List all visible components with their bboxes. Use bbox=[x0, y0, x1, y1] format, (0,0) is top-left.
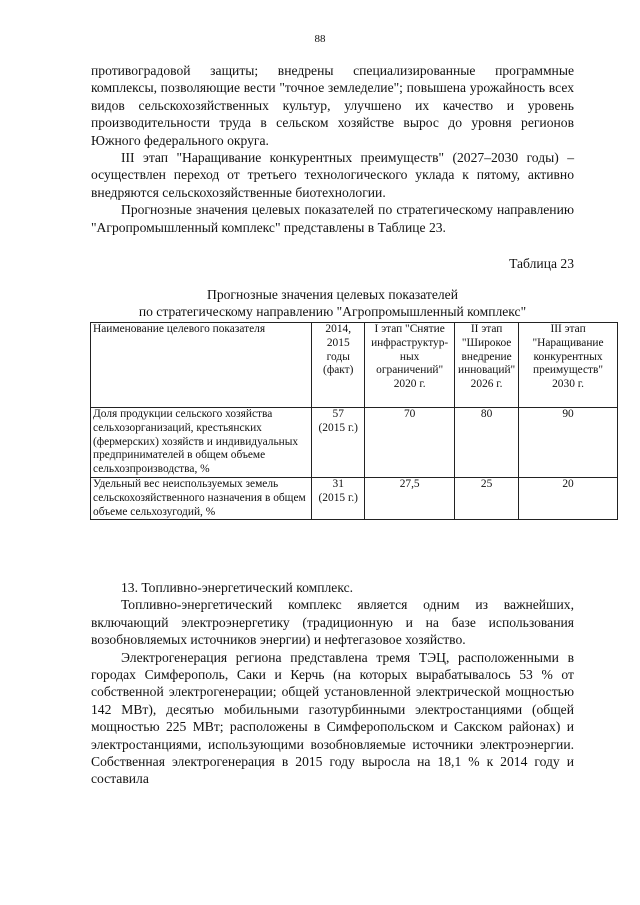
table-title-line: по стратегическому направлению "Агропромышленный комплекс" bbox=[138, 304, 527, 319]
paragraph: Прогнозные значения целевых показателей по стратегическому направлению "Агропромышленный комплекс" представлены в Таблице 23. bbox=[91, 202, 574, 235]
stage-1-value: 27,5 bbox=[365, 477, 455, 519]
indicator-name: Удельный вес неиспользуемых земель сельскохозяйственного назначения в общем объеме сельхозугодий, % bbox=[91, 477, 312, 519]
table-title bbox=[91, 286, 574, 320]
section-heading: 13. Топливно-энергетический комплекс. bbox=[121, 580, 354, 595]
table-row bbox=[91, 477, 618, 519]
stage-3-value: 20 bbox=[519, 477, 618, 519]
targets-table bbox=[90, 322, 618, 520]
table-label: Таблица 23 bbox=[509, 256, 574, 271]
indicator-name: Доля продукции сельского хозяйства сельхозорганизаций, крестьянских (фермерских) хозяйств и индивидуальных предпринимателей в общем объеме сельхозпроизводства, % bbox=[91, 408, 312, 478]
page-number: 88 bbox=[314, 33, 326, 45]
fact-year: (2015 г.) bbox=[318, 421, 358, 434]
fact-year: (2015 г.) bbox=[318, 491, 358, 504]
table-header-row bbox=[91, 323, 618, 408]
header-stage-1: I этап "Снятие инфраструктур-ных ограничений" 2020 г. bbox=[365, 323, 455, 408]
fact-value: 31 bbox=[332, 477, 344, 490]
header-stage-3: III этап "Наращивание конкурентных преимуществ" 2030 г. bbox=[519, 323, 618, 408]
energy-section-text bbox=[91, 579, 574, 788]
table-row bbox=[91, 408, 618, 478]
paragraph: Электрогенерация региона представлена тремя ТЭЦ, расположенными в городах Симферополь, Саки и Керчь (на которых вырабатывалось 53 % от собственной электрогенерации; общей установленной электрической мощностью 142 МВт), десятью мобильными газотурбинными электростанциями (общей мощностью 225 МВт; расположены в Симферопольском и Сакском районах) и электростанциями, использующими возобновляемые источники электроэнергии. Собственная электрогенерация в 2015 году выросла на 18,1 % к 2014 году и составила bbox=[91, 649, 574, 787]
paragraph: противоградовой защиты; внедрены специализированные программные комплексы, позволяющие вести "точное земледелие"; повышена урожайность всех видов сельскохозяйственных культур, улучшено их качество и уровень производительности труда в сельском хозяйстве вырос до уровня регионов Южного федерального округа. bbox=[91, 63, 574, 148]
stage-2-value: 25 bbox=[455, 477, 519, 519]
stage-3-value: 90 bbox=[519, 408, 618, 478]
fact-value: 57 bbox=[332, 408, 344, 420]
stage-2-value: 80 bbox=[455, 408, 519, 478]
intro-text bbox=[91, 62, 574, 236]
paragraph: Топливно-энергетический комплекс является одним из важнейших, включающий электроэнергетику (традиционную и на базе использования возобновляемых источников энергии) и нефтегазовое хозяйство. bbox=[91, 597, 574, 648]
fact-cell bbox=[312, 477, 365, 519]
header-fact: 2014, 2015 годы (факт) bbox=[312, 323, 365, 408]
fact-cell bbox=[312, 408, 365, 478]
table-title-line: Прогнозные значения целевых показателей bbox=[207, 287, 458, 302]
stage-1-value: 70 bbox=[365, 408, 455, 478]
header-stage-2: II этап "Широкое внедрение инноваций" 2026 г. bbox=[455, 323, 519, 408]
header-indicator-name: Наименование целевого показателя bbox=[91, 323, 312, 408]
paragraph: III этап "Наращивание конкурентных преимуществ" (2027–2030 годы) – осуществлен переход от третьего технологического уклада к пятому, активно внедряются сельскохозяйственные биотехнологии. bbox=[91, 150, 574, 200]
